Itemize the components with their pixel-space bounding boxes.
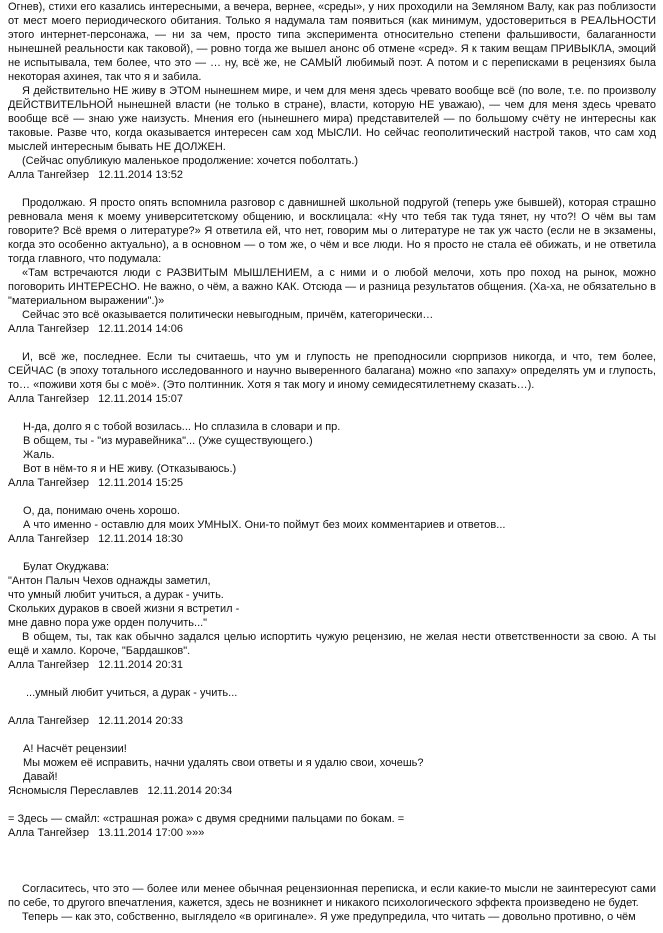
message-paragraph: И, всё же, последнее. Если ты считаешь, что ум и глупость не преподносили сюрпризов никогда, и что, тем более, СЕЙЧАС (в эпоху тотального исследованного и научно выверенного балагана) можно «по запаху» определять ум и глупость, то… «поживи хотя бы с моё». (Это полтинник. Хотя я так могу и иному семидесятилетнему сказать…). — [8, 351, 656, 391]
review-message — [8, 350, 656, 406]
message-paragraph: Огнев), стихи его казались интересными, а вечера, вернее, «среды», у них проходили на Земляном Валу, как раз поблизости от мест моего периодического обитания. Только я надумала там появиться (как минимум, удостовериться в РЕАЛЬНОСТИ этого интернет-персонажа, — ни за чем, просто типа эксперимента относительно степени фальшивости, балаганности нынешней реальности как таковой), — ровно тогда же вышел анонс об отмене «сред». Я к таким вещам ПРИВЫКЛА, эмоций не испытывала, тем более, что это — … ну, всё же, не САМЫЙ любимый поэт. А потом и с переписками в рецензиях была некоторая ахинея, так что я и забила. — [8, 1, 656, 83]
commentary-paragraph: Теперь — как это, собственно, выглядело «в оригинале». Я уже предупредила, что читать — довольно противно, о чём — [22, 911, 636, 923]
message-quote: ...умный любит учиться, а дурак - учить... — [26, 687, 238, 699]
message-paragraph: Сейчас это всё оказывается политически невыгодным, причём, категорически… — [22, 309, 434, 321]
poem-line: мне давно пора уже орден получить..." — [8, 617, 208, 629]
author-signature: Алла Тангейзер 12.11.2014 15:07 — [8, 393, 183, 405]
message-line: В общем, ты - "из муравейника"... (Уже существующего.) — [23, 435, 313, 447]
message-line: Вот в нём-то я и НЕ живу. (Отказываюсь.) — [23, 463, 237, 475]
author-signature: Алла Тангейзер 12.11.2014 20:31 — [8, 659, 183, 671]
review-message — [8, 686, 656, 728]
message-quote: «Там встречаются люди с РАЗВИТЫМ МЫШЛЕНИЕМ, а с ними и о любой мелочи, хоть про поход на рынок, можно поговорить ИНТЕРЕСНО. Не важно, о чём, а важно КАК. Отсюда — и разница результатов общения. (Ха-ха, не обязательно в "материальном выражении".)» — [8, 267, 656, 307]
message-line: Давай! — [23, 771, 58, 783]
review-message — [8, 420, 656, 490]
message-paragraph: (Сейчас опубликую маленькое продолжение: хочется поболтать.) — [22, 155, 359, 167]
message-paragraph: Продолжаю. Я просто опять вспомнила разговор с давнишней школьной подругой (теперь уже бывшей), которая страшно ревновала меня к моему университетскому общению, и восклицала: «Ну что тебя так туда тянет, ну что?! О чём вы там говорите? Всё время о литературе?» Я ответила ей, что нет, говорим мы о литературе не так уж часто (если не в экзамены, когда это особенно актуально), а в основном — о том же, о чём и все люди. Но я просто не стала её обижать, и не ответила тогда главного, что подумала: — [8, 197, 656, 265]
author-signature: Алла Тангейзер 12.11.2014 15:25 — [8, 477, 183, 489]
author-signature: Алла Тангейзер 12.11.2014 13:52 — [8, 169, 183, 181]
review-message-intro — [8, 0, 656, 182]
review-message — [8, 812, 656, 840]
message-line: О, да, понимаю очень хорошо. — [23, 505, 180, 517]
message-paragraph: Я действительно НЕ живу в ЭТОМ нынешнем мире, и чем для меня здесь чревато вообще всё (по воле, т.е. по произволу ДЕЙСТВИТЕЛЬНОЙ нынешней власти (не только в стране), власти, которую НЕ уважаю), — чем для меня здесь чревато вообще всё — знаю уже наизусть. Мнения его (нынешнего мира) представителей — по большому счёту не интересны как таковые. Разве что, когда оказывается интересен сам ход МЫСЛИ. Но сейчас геополитический настрой таков, что сам ход мыслей интересным бывать НЕ ДОЛЖЕН. — [8, 85, 656, 153]
poem-line: что умный любит учиться, а дурак - учить. — [8, 589, 224, 601]
author-signature: Алла Тангейзер 12.11.2014 20:33 — [8, 715, 183, 727]
poem-line: Скольких дураков в своей жизни я встретил - — [8, 603, 240, 615]
review-message — [8, 742, 656, 798]
poem-line: "Антон Палыч Чехов однажды заметил, — [8, 575, 211, 587]
message-paragraph: В общем, ты, так как обычно задался целью испортить чужую рецензию, не желая нести ответственности за свою. А ты ещё и хамло. Короче, "Бардашков". — [8, 631, 656, 657]
page-content — [8, 0, 656, 924]
author-signature: Алла Тангейзер 13.11.2014 17:00 »»» — [8, 827, 205, 839]
message-line: Н-да, долго я с тобой возилась... Но сплазила в словари и пр. — [23, 421, 341, 433]
author-signature: Алла Тангейзер 12.11.2014 14:06 — [8, 323, 183, 335]
review-message — [8, 560, 656, 672]
message-line: А! Насчёт рецензии! — [23, 743, 127, 755]
message-line: А что именно - оставлю для моих УМНЫХ. Они-то поймут без моих комментариев и ответов... — [23, 519, 506, 531]
author-signature: Ясномысля Переславлев 12.11.2014 20:34 — [8, 785, 233, 797]
message-line: Жаль. — [23, 449, 55, 461]
author-signature: Алла Тангейзер 12.11.2014 18:30 — [8, 533, 183, 545]
message-line: Булат Окуджава: — [23, 561, 110, 573]
commentary — [8, 882, 656, 924]
review-message — [8, 196, 656, 336]
message-line: = Здесь — смайл: «страшная рожа» с двумя средними пальцами по бокам. = — [8, 813, 405, 825]
commentary-paragraph: Согласитесь, что это — более или менее обычная рецензионная переписка, и если какие-то мысли не заинтересуют сами по себе, то другого впечатления, кажется, здесь не возникнет и никакого психологического эффекта произведено не будет. — [8, 883, 656, 909]
review-message — [8, 504, 656, 546]
message-line: Мы можем её исправить, начни удалять свои ответы и я удалю свои, хочешь? — [23, 757, 424, 769]
